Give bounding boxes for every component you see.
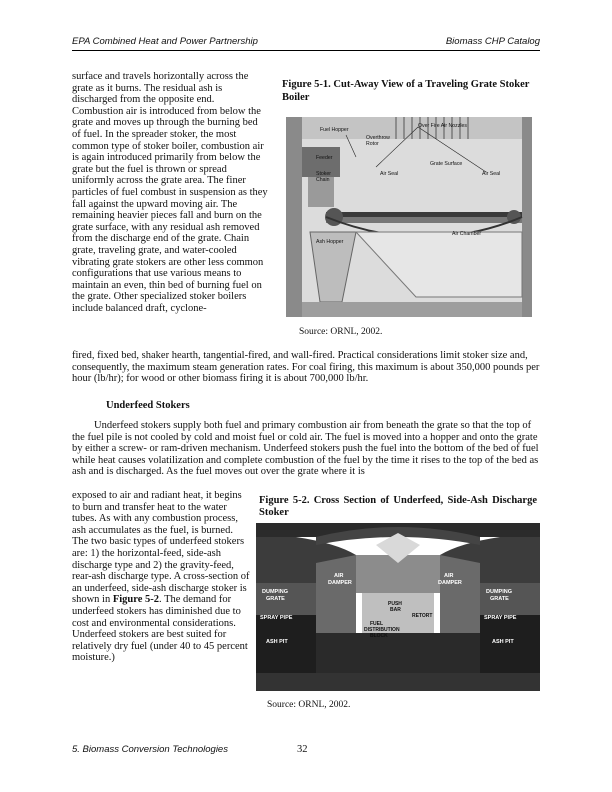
column2-text-post: . The demand for underfeed stokers has diminished due to cost and environmental considerations. Underfeed stokers are best suited for relatively dry fuel (under 40 to 45 percent moisture.): [72, 594, 248, 664]
fig1-label-fuel-hopper: Fuel Hopper: [320, 127, 349, 133]
fig1-label-air-seal-left: Air Seal: [380, 171, 399, 177]
fig2-label-ash-pit-right: ASH PIT: [492, 639, 514, 645]
fig2-label-block: BLOCK: [370, 633, 388, 639]
section-subheading: Underfeed Stokers: [106, 400, 190, 411]
page-footer: [72, 744, 540, 758]
header-left: EPA Combined Heat and Power Partnership: [72, 36, 258, 47]
fig2-label-air-right: AIR: [444, 573, 454, 579]
underfeed-intro-paragraph: Underfeed stokers supply both fuel and primary combustion air from beneath the grate so that the top of the fuel pile is not cooled by cold and moist fuel or cold air. The fuel is moved into a hopper and onto the grate by either a screw- or ram-driven mechanism. Underfeed stokers push the fuel into the bottom of the bed of fuel while heat causes volatilization and complete combustion of the fuel by the time it rises to the top of the bed as ash and is discharged. As the fuel moves out over the grate where it is: [72, 420, 539, 478]
fig2-label-dumping-right: DUMPING: [486, 589, 512, 595]
paragraph-continuation: fired, fixed bed, shaker hearth, tangential-fired, and wall-fired. Practical considerations limit stoker size and, consequently, the maximum steam generation rates. For coal firing, this maximum is about 350,000 pounds per hour (lb/hr); for wood or other biomass firing it is about 700,000 lb/hr.: [72, 350, 540, 385]
fig2-label-push: PUSH: [388, 601, 402, 607]
figure2-diagram: [256, 523, 540, 691]
figure2-reference: Figure 5-2: [112, 594, 160, 606]
figure2-image: [256, 523, 540, 691]
figure1-source: Source: ORNL, 2002.: [299, 327, 383, 337]
fig2-label-spray-pipe-right: SPRAY PIPE: [484, 615, 517, 621]
fig2-label-bar: BAR: [390, 607, 401, 613]
fig1-label-air-chamber: Air Chamber: [452, 231, 482, 237]
fig1-label-chain: Chain: [316, 177, 330, 183]
figure2-source: Source: ORNL, 2002.: [267, 700, 351, 710]
fig1-label-over-fire-air: Over Fire Air Nozzles: [418, 123, 468, 129]
fig2-label-dumping-left: DUMPING: [262, 589, 288, 595]
fig2-label-grate-left: GRATE: [266, 596, 285, 602]
header-right: Biomass CHP Catalog: [445, 36, 540, 47]
page-number: 32: [297, 744, 308, 755]
fig2-label-damper-right: DAMPER: [438, 580, 462, 586]
fig2-label-spray-pipe-left: SPRAY PIPE: [260, 615, 293, 621]
figure1-diagram: [286, 117, 532, 317]
fig2-label-damper-left: DAMPER: [328, 580, 352, 586]
fig1-label-feeder: Feeder: [316, 155, 333, 161]
column2-paragraph: [72, 490, 250, 664]
fig1-label-overthrow: Overthrow: [366, 135, 390, 141]
figure1-caption: Figure 5-1. Cut-Away View of a Traveling Grate Stoker Boiler: [282, 79, 530, 103]
fig2-label-ash-pit-left: ASH PIT: [266, 639, 288, 645]
column1-paragraph: surface and travels horizontally across the grate as it burns. The residual ash is discharged from the opposite end. Combustion air is introduced from below the grate and moves up through the burning bed of fuel. In the spreader stoker, the most common type of stoker boiler, combustion air is again introduced primarily from below the grate but the fuel is thrown or spread uniformly across the grate area. The finer particles of fuel combust in suspension as they fall against the upward moving air. The remaining heavier pieces fall and burn on the grate surface, with any residual ash removed from the discharge end of the grate. Chain grate, traveling grate, and water-cooled vibrating grate stokers are other less common configurations that use various means to maintain an even, thin bed of burning fuel on the grate. Other specialized stoker boilers include balanced draft, cyclone-: [72, 71, 268, 314]
fig2-label-retort: RETORT: [412, 613, 433, 619]
fig2-label-fuel: FUEL: [370, 621, 384, 627]
fig2-label-distribution: DISTRIBUTION: [364, 627, 400, 633]
footer-section: 5. Biomass Conversion Technologies: [72, 744, 228, 755]
column2-text-pre: exposed to air and radiant heat, it begins to burn and transfer heat to the water tubes. As with any combustion process, ash accumulates as the fuel, is burned. The two basic types of underfeed stokers are: 1) the horizontal-feed, side-ash discharge type and 2) the gravity-feed, rear-ash discharge type. A cross-section of an underfeed, side-ash discharge stoker is shown in: [72, 490, 250, 606]
fig1-label-rotor: Rotor: [366, 141, 379, 147]
fig2-label-grate-right: GRATE: [490, 596, 509, 602]
fig1-label-grate-surface: Grate Surface: [430, 161, 463, 167]
fig1-label-air-seal-right: Air Seal: [482, 171, 501, 177]
page-header: [72, 36, 540, 51]
figure1-image: [286, 117, 532, 317]
fig1-label-ash-hopper: Ash Hopper: [316, 239, 344, 245]
fig2-label-air-left: AIR: [334, 573, 344, 579]
figure2-caption: Figure 5-2. Cross Section of Underfeed, Side-Ash Discharge Stoker: [259, 495, 537, 518]
fig1-label-stoker: Stoker: [316, 171, 331, 177]
